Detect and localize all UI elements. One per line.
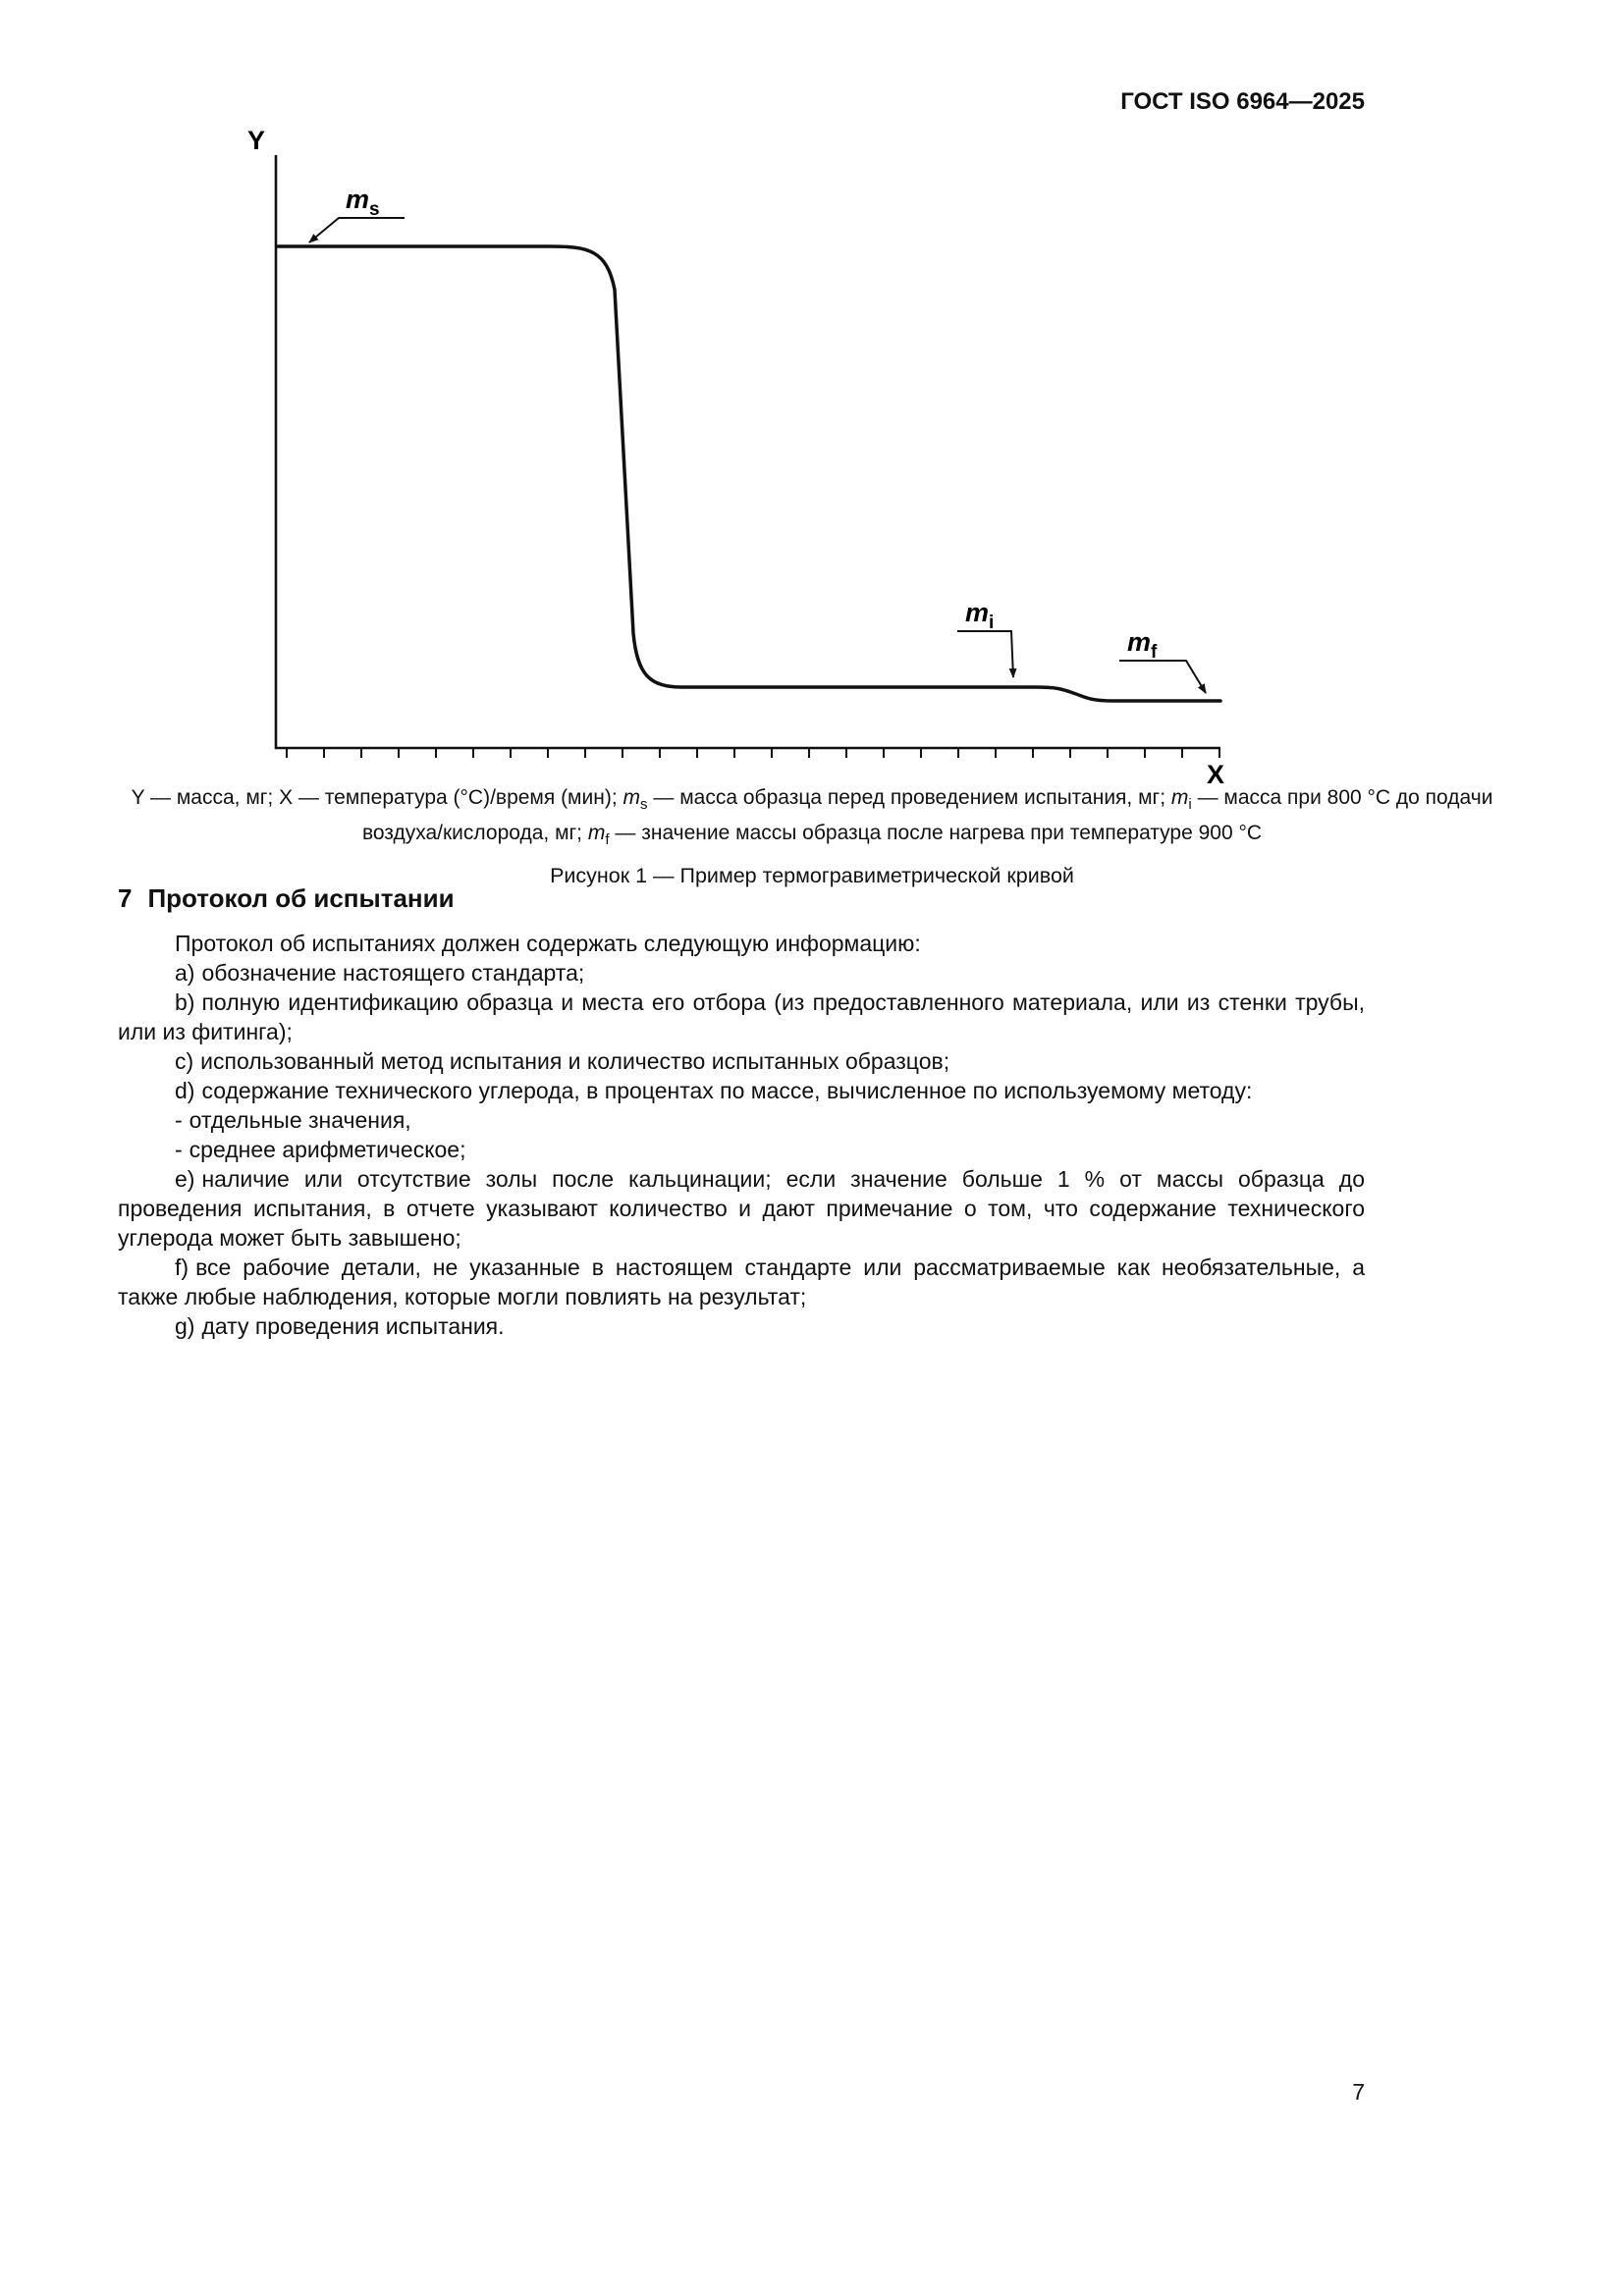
- y-axis-label: Y: [246, 126, 265, 155]
- item-label: a): [175, 960, 195, 986]
- thermogravimetric-figure: [0, 0, 1624, 785]
- item-text: использованный метод испытания и количество испытанных образцов;: [200, 1048, 950, 1074]
- figure-key-text: [88, 783, 1536, 854]
- page-number: 7: [1352, 2079, 1365, 2105]
- mf-pointer-arrow: [1119, 661, 1206, 693]
- list-item: [118, 958, 1365, 988]
- item-text: полную идентификацию образца и места его отбора (из предоставленного материала, или из стенки трубы, или из фитинга);: [118, 989, 1365, 1044]
- caption-var-mf: m: [587, 822, 606, 845]
- item-label: c): [175, 1048, 194, 1074]
- caption-part: — масса образца перед проведением испытания, мг;: [647, 786, 1171, 809]
- figure-caption: [88, 783, 1536, 890]
- caption-part: — значение массы образца после нагрева при температуре 900 °С: [609, 822, 1263, 845]
- section-number: 7: [118, 883, 133, 913]
- item-text: дату проведения испытания.: [201, 1313, 505, 1339]
- document-header-title: ГОСТ ISO 6964—2025: [1120, 88, 1365, 115]
- item-label: f): [175, 1255, 189, 1280]
- list-item: [118, 1164, 1365, 1253]
- intro-text: Протокол об испытаниях должен содержать следующую информацию:: [175, 931, 921, 956]
- list-item: [118, 1311, 1365, 1341]
- x-axis-ticks: [287, 748, 1219, 758]
- list-item: [118, 1253, 1365, 1311]
- list-item-dash: [118, 1105, 1365, 1135]
- mi-label: $m_i$: [965, 598, 995, 633]
- caption-var-ms: m: [623, 786, 640, 809]
- list-item: [118, 1046, 1365, 1076]
- item-label: e): [175, 1166, 195, 1192]
- list-item: [118, 1076, 1365, 1105]
- mf-label: $m_f$: [1127, 627, 1158, 663]
- item-label: -: [175, 1137, 183, 1162]
- tg-curve: [278, 246, 1220, 701]
- list-item-dash: [118, 1135, 1365, 1164]
- item-label: b): [175, 989, 195, 1015]
- section-heading: [118, 881, 1365, 915]
- section-title: Протокол об испытании: [147, 883, 455, 913]
- item-label: -: [175, 1107, 183, 1133]
- figure-title: Рисунок 1 — Пример термогравиметрической кривой: [550, 864, 1074, 888]
- caption-var-mf-sub: f: [605, 831, 610, 849]
- ms-label: $m_s$: [346, 185, 380, 220]
- item-label: g): [175, 1313, 195, 1339]
- section-7: [118, 881, 1365, 1341]
- item-text: обозначение настоящего стандарта;: [201, 960, 585, 986]
- caption-var-mi: m: [1170, 786, 1189, 809]
- x-axis-label: X: [1206, 760, 1225, 785]
- mi-pointer-arrow: [957, 631, 1013, 677]
- paragraph-intro: [118, 929, 1365, 958]
- caption-var-mi-sub: i: [1188, 796, 1192, 814]
- item-text: отдельные значения,: [189, 1107, 411, 1133]
- caption-var-ms-sub: s: [640, 796, 648, 814]
- caption-part: Y — масса, мг; X — температура (°С)/время (мин);: [131, 786, 623, 809]
- item-text: наличие или отсутствие золы после кальцинации; если значение больше 1 % от массы образца до проведения испытания, в отчете указывают количество и дают примечание о том, что содержание технического углерода может быть завышено;: [118, 1166, 1365, 1251]
- item-text: среднее арифметическое;: [189, 1137, 466, 1162]
- item-text: все рабочие детали, не указанные в настоящем стандарте или рассматриваемые как необязательные, а также любые наблюдения, которые могли повлиять на результат;: [118, 1255, 1365, 1309]
- caption-part: — масса при 800 °С до подачи воздуха/кислорода, мг;: [361, 786, 1493, 845]
- list-item: [118, 988, 1365, 1046]
- item-text: содержание технического углерода, в процентах по массе, вычисленное по используемому методу:: [201, 1078, 1253, 1103]
- item-label: d): [175, 1078, 195, 1103]
- figure-axes: [276, 155, 1220, 748]
- ms-pointer-arrow: [309, 218, 405, 242]
